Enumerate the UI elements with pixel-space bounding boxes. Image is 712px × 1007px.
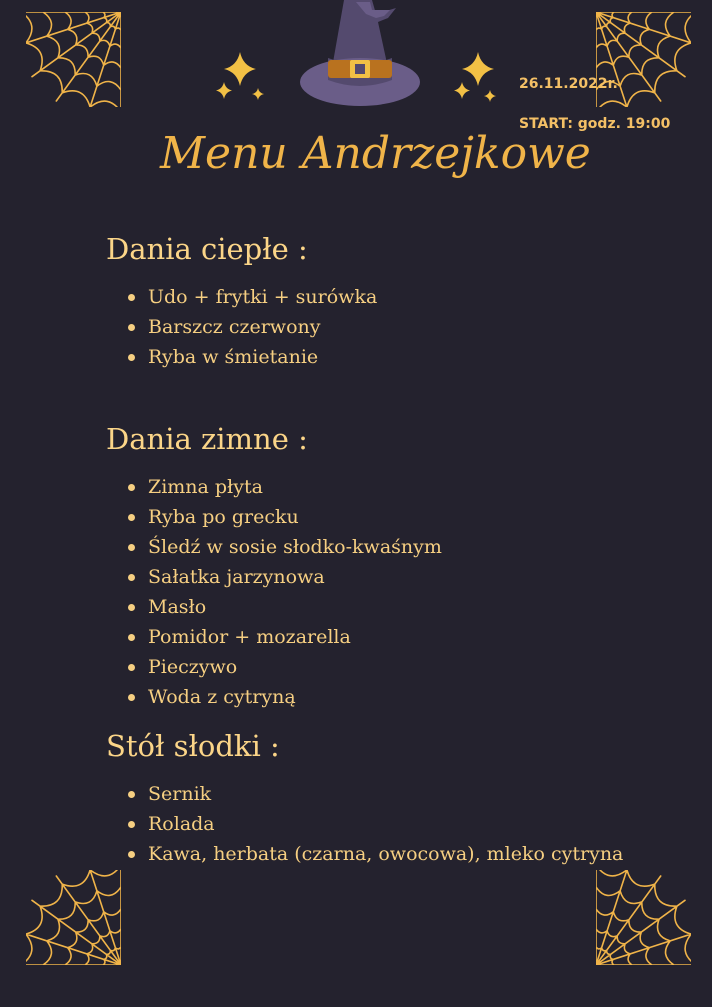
menu-item-label: Udo + frytki + surówka <box>148 286 378 308</box>
menu-item <box>106 502 442 532</box>
menu-item <box>106 532 442 562</box>
menu-item-label: Ryba po grecku <box>148 506 299 528</box>
event-start-time: START: godz. 19:00 <box>519 116 671 132</box>
bullet-icon <box>128 484 135 491</box>
bullet-icon <box>128 514 135 521</box>
section-heading: Stół słodki : <box>106 729 280 763</box>
sparkle-icon <box>212 50 272 110</box>
menu-title: Menu Andrzejkowe <box>160 128 591 179</box>
bullet-icon <box>128 604 135 611</box>
bullet-icon <box>128 294 135 301</box>
bullet-icon <box>128 354 135 361</box>
section-heading: Dania zimne : <box>106 422 308 456</box>
section-hot-dishes <box>106 232 377 372</box>
bullet-icon <box>128 544 135 551</box>
menu-item <box>106 839 623 869</box>
menu-item-label: Woda z cytryną <box>148 686 296 708</box>
bullet-icon <box>128 694 135 701</box>
menu-item <box>106 652 442 682</box>
menu-item <box>106 342 377 372</box>
menu-item-label: Ryba w śmietanie <box>148 346 319 368</box>
witch-hat-icon <box>292 0 422 120</box>
menu-item-label: Masło <box>148 596 207 618</box>
bullet-icon <box>128 851 135 858</box>
menu-item-label: Zimna płyta <box>148 476 263 498</box>
menu-item <box>106 779 623 809</box>
menu-item-label: Pomidor + mozarella <box>148 626 351 648</box>
menu-list <box>106 472 442 712</box>
menu-item <box>106 472 442 502</box>
bullet-icon <box>128 791 135 798</box>
bullet-icon <box>128 574 135 581</box>
menu-item <box>106 312 377 342</box>
menu-item-label: Śledź w sosie słodko-kwaśnym <box>148 536 442 558</box>
spiderweb-icon <box>596 870 691 965</box>
bullet-icon <box>128 664 135 671</box>
bullet-icon <box>128 821 135 828</box>
sparkle-icon <box>450 50 510 110</box>
menu-list <box>106 779 623 869</box>
event-date: 26.11.2022r. <box>519 76 618 92</box>
spiderweb-icon <box>596 12 691 107</box>
section-heading: Dania ciepłe : <box>106 232 308 266</box>
menu-item-label: Sałatka jarzynowa <box>148 566 325 588</box>
menu-item <box>106 282 377 312</box>
bullet-icon <box>128 324 135 331</box>
menu-list <box>106 282 377 372</box>
spiderweb-icon <box>26 12 121 107</box>
menu-item <box>106 592 442 622</box>
menu-item <box>106 622 442 652</box>
spiderweb-icon <box>26 870 121 965</box>
menu-item-label: Pieczywo <box>148 656 238 678</box>
section-sweet-table <box>106 729 623 869</box>
menu-item-label: Rolada <box>148 813 215 835</box>
bullet-icon <box>128 634 135 641</box>
menu-item-label: Kawa, herbata (czarna, owocowa), mleko cytryna <box>148 843 624 865</box>
section-cold-dishes <box>106 422 442 712</box>
menu-item-label: Sernik <box>148 783 212 805</box>
menu-item <box>106 682 442 712</box>
menu-item <box>106 562 442 592</box>
menu-item-label: Barszcz czerwony <box>148 316 321 338</box>
menu-item <box>106 809 623 839</box>
